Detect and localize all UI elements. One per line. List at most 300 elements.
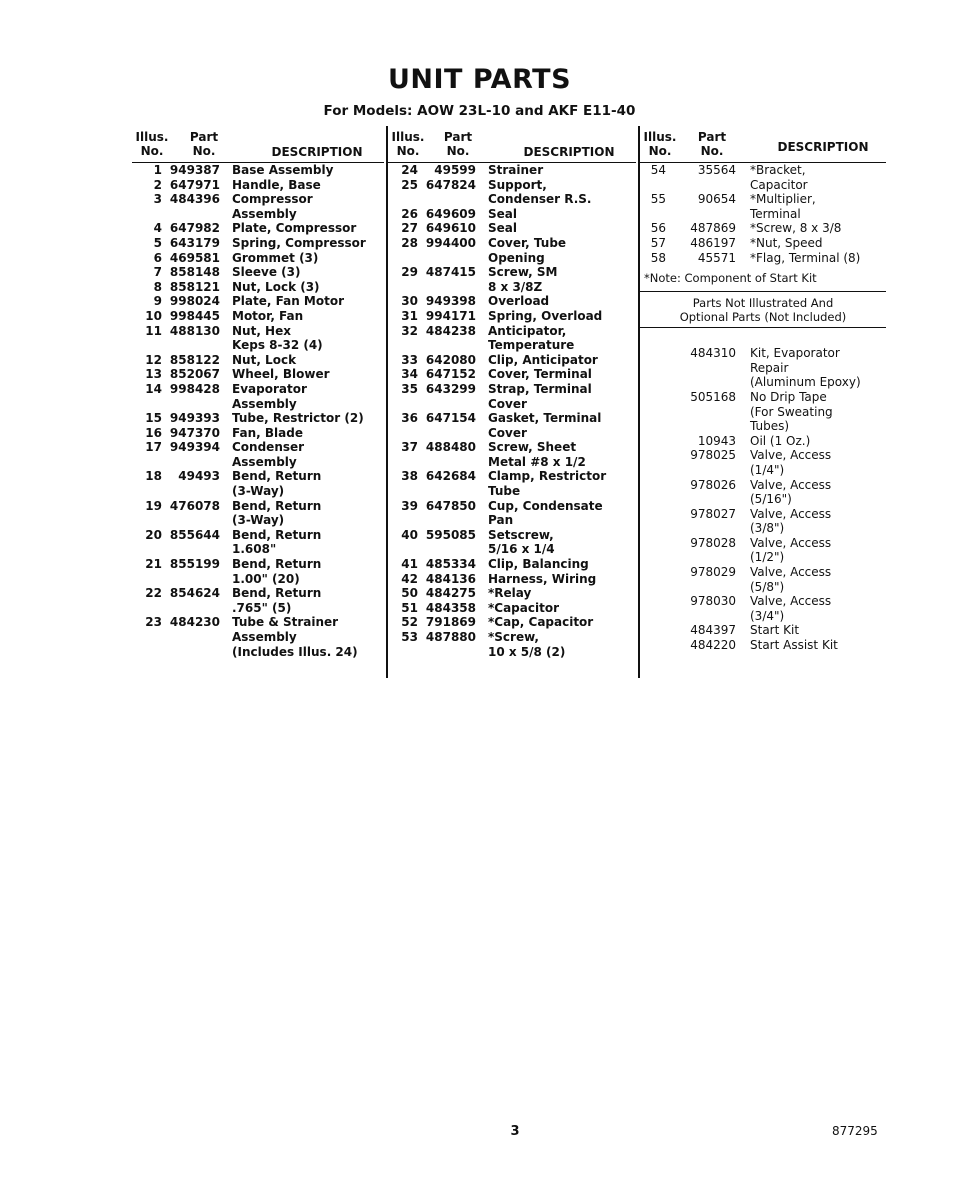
part-description: (5/8"): [750, 579, 785, 594]
part-number: 487869: [690, 221, 736, 236]
illus-number: [640, 565, 666, 580]
models-subtitle: For Models: AOW 23L-10 and AKF E11-40: [323, 103, 636, 119]
part-description: Tube, Restrictor (2): [232, 411, 364, 426]
parts-row: [132, 528, 384, 543]
part-description: Seal: [488, 221, 517, 236]
part-description: Compressor: [232, 192, 313, 207]
parts-row: [388, 557, 636, 572]
illus-number: 10: [145, 308, 162, 323]
part-number: [666, 463, 736, 478]
part-number: 998428: [169, 381, 220, 396]
illus-number: [640, 448, 666, 463]
part-description: Repair: [750, 360, 789, 375]
parts-row: [640, 221, 886, 236]
part-number: [666, 609, 736, 624]
illus-number: 56: [650, 221, 666, 236]
illus-number: 32: [401, 323, 418, 338]
illus-number: 26: [401, 206, 418, 221]
part-description: Valve, Access: [750, 506, 832, 521]
illus-number: [640, 594, 666, 609]
part-description: Tube: [488, 484, 521, 499]
parts-row: [388, 630, 636, 645]
parts-row: [388, 251, 636, 266]
part-description: Assembly: [232, 206, 297, 221]
part-number: 484310: [690, 346, 736, 361]
optional-parts-list: [640, 346, 886, 652]
part-number: [666, 492, 736, 507]
part-description: Start Assist Kit: [750, 638, 838, 653]
illus-number: 13: [145, 367, 162, 382]
illus-number: 41: [401, 557, 418, 572]
parts-row: [132, 265, 384, 280]
part-description: 1.00" (20): [232, 571, 300, 586]
illus-number: 30: [401, 294, 418, 309]
parts-row: [388, 572, 636, 587]
parts-row: [388, 601, 636, 616]
illus-number: 31: [401, 308, 418, 323]
parts-row: [132, 207, 384, 222]
part-number: 505168: [690, 389, 736, 404]
column-header: [132, 128, 384, 163]
page-number: 3: [510, 1124, 520, 1139]
illus-number: [388, 513, 418, 528]
description-header: DESCRIPTION: [523, 145, 615, 159]
parts-row: [640, 580, 886, 595]
parts-row: [132, 163, 384, 178]
illus-number: 7: [153, 265, 162, 280]
illus-number: 16: [145, 425, 162, 440]
parts-row: [388, 586, 636, 601]
illus-number: [388, 426, 418, 441]
parts-row: [640, 536, 886, 551]
part-number: 647850: [425, 498, 476, 513]
part-description: (For Sweating: [750, 404, 833, 419]
part-description: Valve, Access: [750, 565, 832, 580]
parts-row: [388, 397, 636, 412]
parts-row: [132, 469, 384, 484]
parts-row: [132, 542, 384, 557]
part-number: 484230: [169, 615, 220, 630]
part-description: Oil (1 Oz.): [750, 433, 811, 448]
parts-row: [640, 550, 886, 565]
part-description: (Aluminum Epoxy): [750, 375, 861, 390]
illus-number: [388, 251, 418, 266]
part-description: Strainer: [488, 163, 544, 177]
part-number: 949394: [169, 440, 220, 455]
part-number: 978028: [690, 535, 736, 550]
part-description: Harness, Wiring: [488, 571, 597, 586]
illus-number: [132, 630, 162, 645]
illus-number: [388, 542, 418, 557]
part-description: *Nut, Speed: [750, 235, 823, 250]
part-description: Opening: [488, 250, 545, 265]
part-number: 484136: [425, 571, 476, 586]
part-description: (1/4"): [750, 462, 785, 477]
parts-row: [388, 499, 636, 514]
part-number: [418, 280, 476, 295]
optional-header-line: Optional Parts (Not Included): [679, 310, 847, 325]
illus-number: [388, 455, 418, 470]
part-description: (3-Way): [232, 513, 285, 528]
illus-number: 57: [650, 235, 666, 250]
illus-number: [640, 434, 666, 449]
illus-number: [388, 338, 418, 353]
parts-row: [388, 469, 636, 484]
parts-row: [388, 513, 636, 528]
parts-row: [132, 294, 384, 309]
part-number: 484238: [425, 323, 476, 338]
illus-number: 11: [145, 323, 162, 338]
part-number: 49599: [434, 163, 476, 177]
part-description: Start Kit: [750, 623, 800, 638]
illus-number: [640, 536, 666, 551]
parts-row: [640, 638, 886, 653]
illus-number: 3: [153, 192, 162, 207]
illus-number: [132, 397, 162, 412]
illus-number: [132, 542, 162, 557]
parts-row: [132, 572, 384, 587]
illus-number: [640, 390, 666, 405]
part-description: Strap, Terminal: [488, 381, 592, 396]
illus-number: 24: [401, 163, 418, 177]
parts-row: [388, 367, 636, 382]
illus-number: 28: [401, 235, 418, 250]
part-description: *Flag, Terminal (8): [750, 250, 861, 265]
part-description: Bend, Return: [232, 557, 322, 572]
part-number: [666, 580, 736, 595]
page-title: UNIT PARTS: [387, 64, 572, 95]
parts-row: [640, 163, 886, 178]
part-number: 978027: [690, 506, 736, 521]
part-description: Bend, Return: [232, 498, 322, 513]
parts-row: [388, 324, 636, 339]
illus-number: [132, 572, 162, 587]
start-kit-note: *Note: Component of Start Kit: [644, 271, 817, 286]
part-description: Tube & Strainer: [232, 615, 339, 630]
illus-number: [132, 484, 162, 499]
part-description: (3-Way): [232, 484, 285, 499]
part-number: [418, 397, 476, 412]
parts-row: [640, 178, 886, 193]
part-number: 484358: [425, 600, 476, 615]
illus-no-header: Illus. No.: [135, 130, 169, 158]
part-description: 1.608": [232, 542, 277, 557]
part-number: 486197: [690, 235, 736, 250]
part-number: 855199: [169, 557, 220, 572]
part-number: 994400: [425, 235, 476, 250]
illus-number: [388, 397, 418, 412]
part-number: 858148: [169, 265, 220, 280]
illus-number: 15: [145, 411, 162, 426]
illus-number: 40: [401, 527, 418, 542]
part-number: [666, 405, 736, 420]
part-description: Fan, Blade: [232, 425, 303, 440]
parts-row: [132, 309, 384, 324]
parts-row: [132, 353, 384, 368]
part-description: *Screw, 8 x 3/8: [750, 221, 842, 236]
illus-number: 23: [145, 615, 162, 630]
parts-row: [388, 542, 636, 557]
illus-number: 2: [153, 177, 162, 192]
parts-row: [132, 178, 384, 193]
parts-row: [640, 594, 886, 609]
parts-row: [640, 623, 886, 638]
illus-number: 29: [401, 265, 418, 280]
illus-number: [640, 178, 666, 193]
part-number: 647971: [169, 177, 220, 192]
part-description: Clip, Balancing: [488, 557, 589, 572]
part-number: [162, 207, 220, 222]
parts-row: [640, 207, 886, 222]
part-number: 45571: [697, 250, 736, 265]
parts-row: [132, 455, 384, 470]
part-number: 852067: [169, 367, 220, 382]
parts-row: [640, 390, 886, 405]
part-number: [418, 338, 476, 353]
part-description: 5/16 x 1/4: [488, 542, 555, 557]
parts-row: [132, 324, 384, 339]
illus-number: [640, 361, 666, 376]
parts-row: [640, 463, 886, 478]
illus-number: [640, 405, 666, 420]
part-description: Temperature: [488, 338, 575, 353]
part-description: Cover, Tube: [488, 235, 567, 250]
part-number: [666, 375, 736, 390]
part-description: Keps 8-32 (4): [232, 338, 323, 353]
illus-number: [640, 623, 666, 638]
column-header: [640, 128, 886, 163]
part-description: Base Assembly: [232, 163, 334, 177]
illus-number: 51: [401, 600, 418, 615]
parts-row: [640, 251, 886, 266]
parts-row: [640, 448, 886, 463]
illus-number: 36: [401, 411, 418, 426]
illus-number: 4: [153, 221, 162, 236]
parts-row: [132, 426, 384, 441]
part-number: 978026: [690, 477, 736, 492]
parts-row: [388, 426, 636, 441]
part-description: Anticipator,: [488, 323, 567, 338]
optional-parts-header: [640, 296, 886, 328]
part-number: 642684: [425, 469, 476, 484]
parts-row: [132, 192, 384, 207]
illus-number: 5: [153, 235, 162, 250]
part-number: [162, 455, 220, 470]
parts-row: [132, 280, 384, 295]
illus-no-header: Illus. No.: [643, 130, 677, 158]
illus-number: [640, 550, 666, 565]
part-no-header: Part No.: [189, 130, 219, 158]
parts-row: [388, 309, 636, 324]
parts-row: [132, 499, 384, 514]
parts-row: [388, 353, 636, 368]
part-number: 994171: [425, 308, 476, 323]
parts-row: [640, 346, 886, 361]
parts-row: [640, 236, 886, 251]
illus-no-header: Illus. No.: [391, 130, 425, 158]
part-description: No Drip Tape: [750, 389, 827, 404]
part-number: 858122: [169, 352, 220, 367]
part-description: (3/8"): [750, 521, 785, 536]
illus-number: [132, 645, 162, 660]
illus-number: [132, 601, 162, 616]
parts-row: [388, 440, 636, 455]
illus-number: 22: [145, 586, 162, 601]
part-description: (1/2"): [750, 550, 785, 565]
part-number: [666, 419, 736, 434]
illus-number: [640, 375, 666, 390]
part-number: 949393: [169, 411, 220, 426]
part-number: 487415: [425, 265, 476, 280]
parts-row: [388, 207, 636, 222]
parts-row: [132, 397, 384, 412]
parts-row: [132, 251, 384, 266]
illus-number: [640, 638, 666, 653]
part-description: Condenser R.S.: [488, 192, 592, 207]
part-description: Sleeve (3): [232, 265, 301, 280]
illus-number: [640, 507, 666, 522]
part-number: 643179: [169, 235, 220, 250]
parts-row: [640, 192, 886, 207]
parts-row: [640, 375, 886, 390]
part-number: [418, 455, 476, 470]
part-number: 998024: [169, 294, 220, 309]
part-description: Valve, Access: [750, 594, 832, 609]
parts-row: [388, 280, 636, 295]
parts-row: [388, 615, 636, 630]
illus-number: 33: [401, 352, 418, 367]
part-number: [162, 484, 220, 499]
parts-row: [132, 367, 384, 382]
illus-number: 1: [153, 163, 162, 177]
illus-number: 25: [401, 177, 418, 192]
parts-row: [388, 192, 636, 207]
illus-number: 58: [650, 250, 666, 265]
parts-row: [132, 411, 384, 426]
part-description: Cup, Condensate: [488, 498, 603, 513]
illus-number: [640, 207, 666, 222]
part-description: Plate, Fan Motor: [232, 294, 345, 309]
part-number: 484275: [425, 586, 476, 601]
part-number: [418, 513, 476, 528]
illus-number: 39: [401, 498, 418, 513]
part-number: 484396: [169, 192, 220, 207]
illus-number: 6: [153, 250, 162, 265]
parts-row: [388, 163, 636, 178]
part-number: [162, 513, 220, 528]
part-description: Kit, Evaporator: [750, 346, 840, 361]
part-description: Clamp, Restrictor: [488, 469, 607, 484]
part-number: [666, 178, 736, 193]
part-description: Bend, Return: [232, 527, 322, 542]
part-description: 8 x 3/8Z: [488, 279, 543, 294]
part-number: 484397: [690, 623, 736, 638]
parts-row: [640, 405, 886, 420]
illus-number: 17: [145, 440, 162, 455]
part-description: Valve, Access: [750, 477, 832, 492]
illus-number: 37: [401, 440, 418, 455]
part-description: 10 x 5/8 (2): [488, 644, 566, 659]
part-description: Screw, Sheet: [488, 440, 577, 455]
part-description: Capacitor: [750, 177, 808, 192]
part-description: .765" (5): [232, 600, 292, 615]
part-number: 947370: [169, 425, 220, 440]
part-description: (3/4"): [750, 608, 785, 623]
illus-number: 55: [650, 192, 666, 207]
illus-number: [640, 492, 666, 507]
part-description: Bend, Return: [232, 469, 322, 484]
illus-number: [640, 609, 666, 624]
part-no-header: Part No.: [697, 130, 727, 158]
parts-row: [132, 586, 384, 601]
part-number: 647824: [425, 177, 476, 192]
parts-row: [640, 609, 886, 624]
part-number: [162, 338, 220, 353]
illus-number: [132, 455, 162, 470]
part-number: [666, 521, 736, 536]
parts-row: [388, 645, 636, 660]
parts-row: [388, 411, 636, 426]
parts-row: [640, 434, 886, 449]
illus-number: 20: [145, 527, 162, 542]
part-number: 488480: [425, 440, 476, 455]
parts-row: [132, 557, 384, 572]
part-number: 649609: [425, 206, 476, 221]
parts-row: [388, 455, 636, 470]
part-description: Cover: [488, 425, 527, 440]
illus-number: [640, 580, 666, 595]
description-header: DESCRIPTION: [271, 145, 363, 159]
part-description: *Cap, Capacitor: [488, 615, 594, 630]
part-number: [666, 361, 736, 376]
parts-row: [388, 236, 636, 251]
part-number: 978025: [690, 448, 736, 463]
illus-number: 19: [145, 498, 162, 513]
part-number: 978030: [690, 594, 736, 609]
part-description: *Screw,: [488, 630, 539, 644]
part-number: 49493: [178, 469, 220, 484]
illus-number: 34: [401, 367, 418, 382]
parts-row: [132, 513, 384, 528]
part-number: 595085: [425, 527, 476, 542]
parts-column-3: [640, 128, 886, 653]
illus-number: [388, 645, 418, 660]
parts-row: [388, 178, 636, 193]
part-description: *Capacitor: [488, 600, 559, 615]
part-number: [162, 601, 220, 616]
document-number: 877295: [832, 1124, 878, 1138]
part-description: Assembly: [232, 630, 297, 644]
part-description: Nut, Lock: [232, 352, 297, 367]
parts-row: [388, 484, 636, 499]
illus-number: 35: [401, 381, 418, 396]
optional-header-line: Parts Not Illustrated And: [692, 296, 834, 311]
parts-row: [640, 419, 886, 434]
parts-row: [132, 338, 384, 353]
parts-row: [388, 265, 636, 280]
part-number: 647154: [425, 411, 476, 426]
part-description: Valve, Access: [750, 448, 832, 463]
part-description: Tubes): [750, 419, 790, 434]
part-description: Spring, Overload: [488, 308, 603, 323]
part-description: *Multiplier,: [750, 192, 816, 207]
parts-row: [640, 478, 886, 493]
parts-column-1: [132, 128, 384, 659]
part-description: *Bracket,: [750, 163, 806, 177]
part-number: [162, 397, 220, 412]
illus-number: 18: [145, 469, 162, 484]
part-description: Overload: [488, 294, 550, 309]
